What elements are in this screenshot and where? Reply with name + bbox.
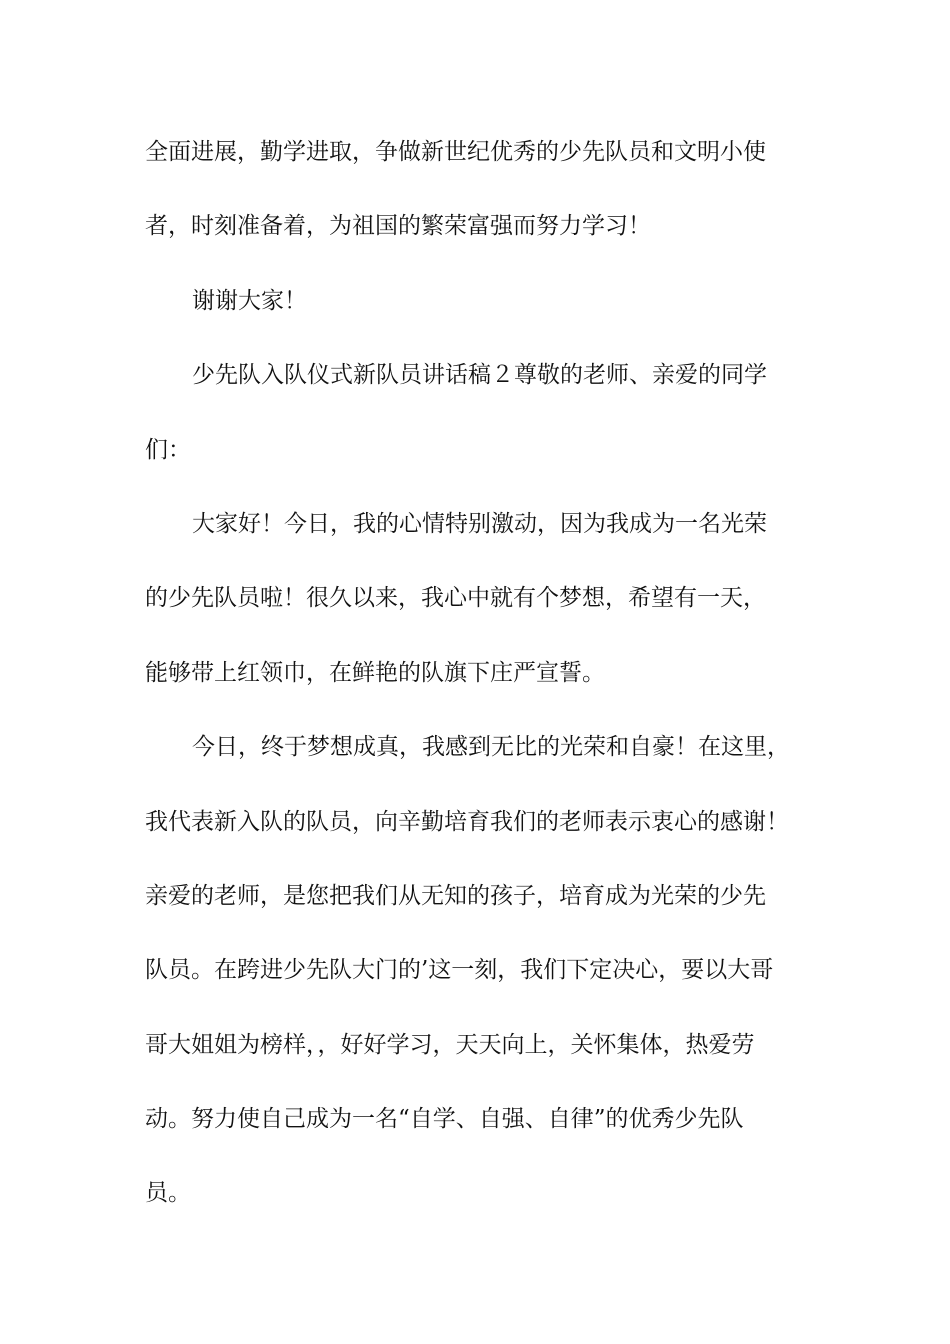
text-line: 者，时刻准备着，为祖国的繁荣富强而努力学习！	[145, 213, 651, 240]
text-line: 们：	[145, 436, 191, 463]
text-line: 谢谢大家！	[192, 287, 307, 314]
text-line: 今日，终于梦想成真，我感到无比的光荣和自豪！在这里，	[192, 734, 790, 761]
text-line: 我代表新入队的队员，向辛勤培育我们的老师表示衷心的感谢！	[145, 808, 789, 835]
text-line: 亲爱的老师，是您把我们从无知的孩子，培育成为光荣的少先	[145, 882, 766, 909]
text-line: 队员。在跨进少先队大门的’这一刻，我们下定决心，要以大哥	[145, 957, 774, 984]
text-line: 大家好！今日，我的心情特别激动，因为我成为一名光荣	[192, 510, 767, 537]
text-line: 员。	[145, 1180, 191, 1207]
text-line: 全面进展，勤学进取，争做新世纪优秀的少先队员和文明小使	[145, 139, 766, 165]
text-line: 哥大姐姐为榜样，，好好学习，天天向上，关怀集体，热爱劳	[145, 1031, 755, 1058]
text-line: 能够带上红领巾，在鲜艳的队旗下庄严宣誓。	[145, 659, 605, 686]
document-body	[145, 128, 810, 1244]
text-line: 的少先队员啦！很久以来，我心中就有个梦想，希望有一天，	[145, 585, 766, 612]
text-line: 少先队入队仪式新队员讲话稿２尊敬的老师、亲爱的同学	[192, 362, 767, 389]
text-line: 动。努力使自己成为一名“自学、自强、自律”的优秀少先队	[145, 1106, 744, 1133]
